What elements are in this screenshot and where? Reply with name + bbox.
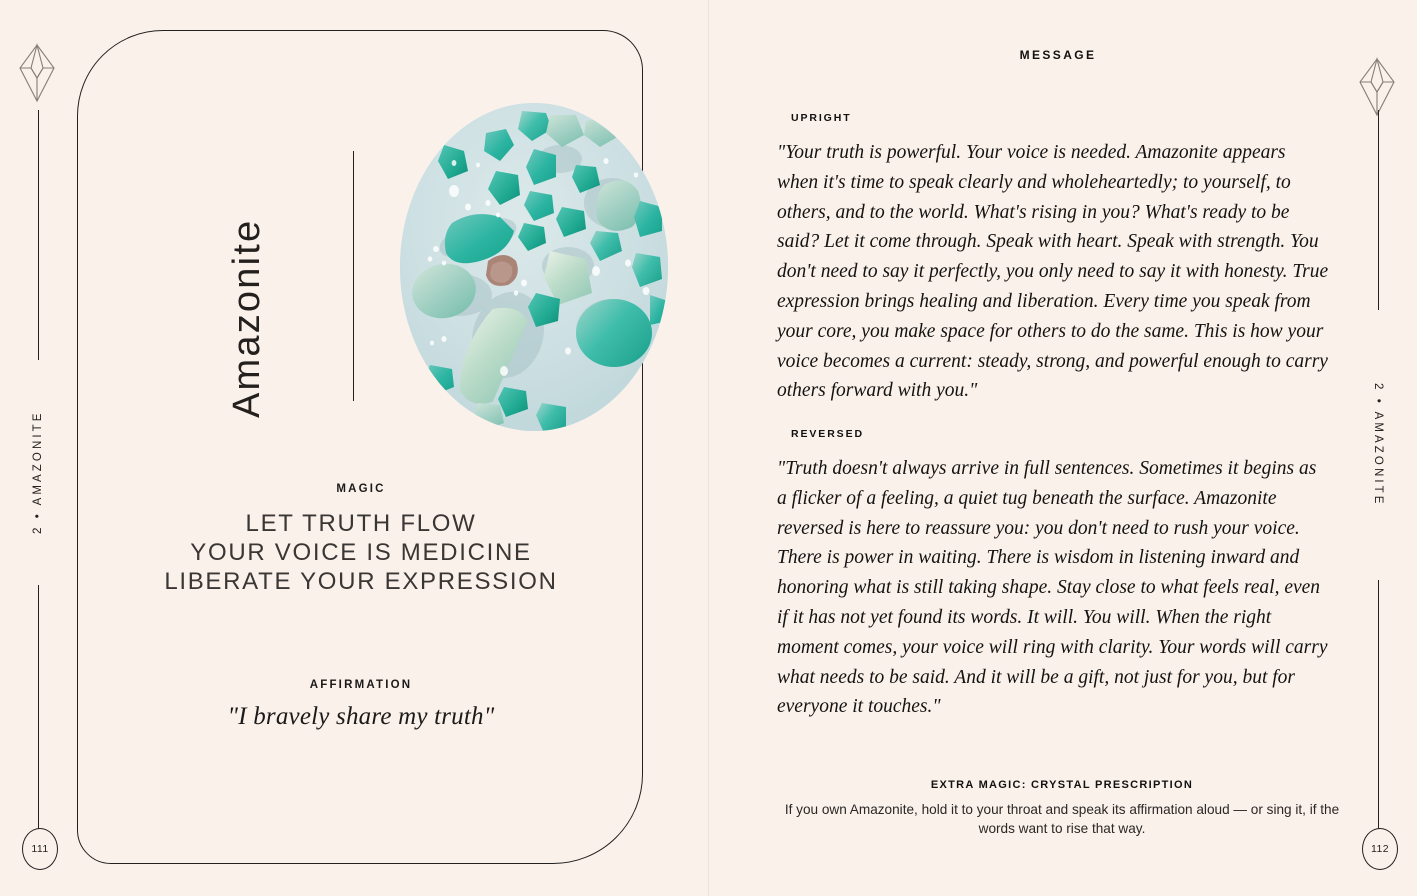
left-page-number: 111	[22, 828, 58, 870]
amazonite-photo	[400, 103, 668, 431]
card-title: Amazonite	[226, 218, 268, 418]
reversed-section	[777, 428, 1329, 722]
magic-line: LET TRUTH FLOW	[245, 510, 477, 537]
right-running-head: 2 • AMAZONITE	[1372, 383, 1384, 507]
left-running-head: 2 • AMAZONITE	[32, 410, 44, 535]
rail-rule-top	[38, 110, 39, 360]
reversed-body: "Truth doesn't always arrive in full sentences. Sometimes it begins as a flicker of a feeling, a quiet tug beneath the surface. Amazonite reversed is here to reassure you: you don't need to rush your voice. There is power in waiting. There is wisdom in listening inward and honoring what is still taking shape. Stay close to what feels real, even if it has not yet found its words. It will. You will. When the right moment comes, your voice will ring with clarity. Your words will carry what needs to be said. And it will be a gift, not just for you, but for everyone it touches."	[777, 458, 1328, 718]
rail-rule-bottom	[1378, 580, 1379, 830]
affirmation-text: "I bravely share my truth"	[227, 703, 495, 730]
magic-block	[118, 483, 604, 596]
amazonite-card	[77, 30, 643, 864]
upright-body: "Your truth is powerful. Your voice is needed. Amazonite appears when it's time to speak clearly and wholeheartedly; to yourself, to others, and to the world. What's rising in you? What's ready to be said? Let it come through. Speak with heart. Speak with strength. You don't need to say it perfectly, you only need to say it with honesty. True expression brings healing and liberation. Every time you speak from your core, you make space for others to do the same. This is how your voice becomes a current: steady, strong, and powerful enough to carry others forward with you."	[777, 142, 1329, 402]
right-page-rail	[1358, 110, 1398, 876]
crystal-icon	[1356, 56, 1398, 118]
magic-label: MAGIC	[336, 483, 386, 495]
reversed-label: REVERSED	[791, 428, 864, 440]
left-page-rail	[18, 110, 58, 876]
card-title-rule	[353, 151, 354, 401]
magic-line: YOUR VOICE IS MEDICINE	[190, 539, 532, 567]
message-header: MESSAGE	[1019, 48, 1097, 62]
page-gutter-divider	[708, 0, 709, 896]
extra-magic-block	[768, 779, 1356, 838]
magic-line: LIBERATE YOUR EXPRESSION	[164, 568, 558, 596]
extra-magic-heading: EXTRA MAGIC: CRYSTAL PRESCRIPTION	[930, 779, 1194, 791]
upright-label: UPRIGHT	[791, 112, 852, 124]
rail-rule-bottom	[38, 585, 39, 830]
magic-lines	[118, 509, 604, 596]
affirmation-block	[118, 679, 604, 731]
extra-magic-body: If you own Amazonite, hold it to your throat and speak its affirmation aloud — or sing it, if the words want to rise that way.	[784, 802, 1340, 836]
rail-rule-top	[1378, 110, 1379, 310]
affirmation-label: AFFIRMATION	[309, 679, 413, 691]
right-page-number: 112	[1362, 828, 1398, 870]
upright-section	[777, 112, 1329, 406]
crystal-icon	[16, 42, 58, 104]
